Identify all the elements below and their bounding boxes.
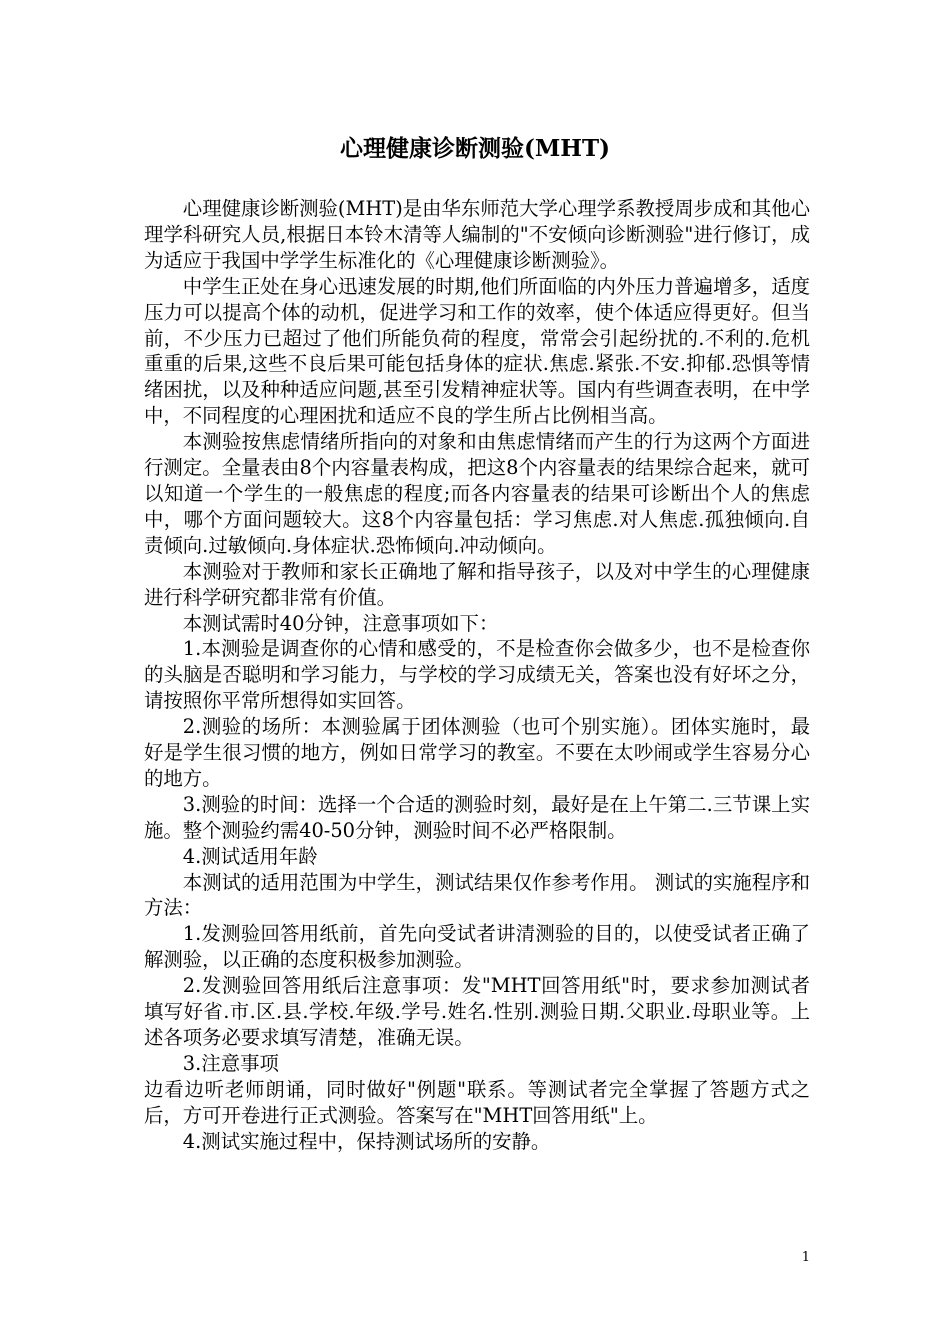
paragraph-note-3: 3.测验的时间：选择一个合适的测验时刻，最好是在上午第二.三节课上实施。整个测验约需40-50分钟，测验时间不必严格限制。 (144, 792, 810, 842)
paragraph-procedure-1: 1.发测验回答用纸前，首先向受试者讲清测验的目的，以使受试者正确了解测验，以正确的态度积极参加测验。 (144, 922, 810, 972)
paragraph-scope: 本测试的适用范围为中学生，测试结果仅作参考作用。 测试的实施程序和方法： (144, 870, 810, 920)
paragraph-background: 中学生正处在身心迅速发展的时期,他们所面临的内外压力普遍增多，适度压力可以提高个体的动机，促进学习和工作的效率，使个体适应得更好。但当前，不少压力已超过了他们所能负荷的程度，常常会引起纷扰的.不利的.危机重重的后果,这些不良后果可能包括身体的症状.焦虑.紧张.不安.抑郁.恐惧等情绪困扰，以及种种适应问题,甚至引发精神症状等。国内有些调查表明，在中学中，不同程度的心理困扰和适应不良的学生所占比例相当高。 (144, 274, 810, 428)
paragraph-scales: 本测验按焦虑情绪所指向的对象和由焦虑情绪而产生的行为这两个方面进行测定。全量表由8个内容量表构成，把这8个内容量表的结果综合起来，就可以知道一个学生的一般焦虑的程度;而各内容量表的结果可诊断出个人的焦虑中，哪个方面问题较大。这8个内容量包括：学习焦虑.对人焦虑.孤独倾向.自责倾向.过敏倾向.身体症状.恐怖倾向.冲动倾向。 (144, 430, 810, 557)
paragraph-note-1: 1.本测验是调查你的心情和感受的，不是检查你会做多少，也不是检查你的头脑是否聪明和学习能力，与学校的学习成绩无关，答案也没有好坏之分，请按照你平常所想得如实回答。 (144, 637, 810, 713)
paragraph-procedure-4: 4.测试实施过程中，保持测试场所的安静。 (182, 1129, 551, 1153)
page-number: 1 (801, 1250, 810, 1265)
paragraph-note-4: 4.测试适用年龄 (182, 844, 318, 868)
paragraph-procedure-2: 2.发测验回答用纸后注意事项：发"MHT回答用纸"时，要求参加测试者填写好省.市.区.县.学校.年级.学号.姓名.性别.测验日期.父职业.母职业等。上述各项务必要求填写清楚，准确无误。 (144, 974, 810, 1049)
paragraph-procedure-3: 3.注意事项 (182, 1051, 279, 1075)
paragraph-note-2: 2.测验的场所：本测验属于团体测验（也可个别实施）。团体实施时，最好是学生很习惯的地方，例如日常学习的教室。不要在太吵闹或学生容易分心的地方。 (144, 715, 810, 790)
document-title: 心理健康诊断测验(MHT) (339, 135, 611, 162)
paragraph-procedure-3-detail: 边看边听老师朗诵，同时做好"例题"联系。等测试者完全掌握了答题方式之后，方可开卷进行正式测验。答案写在"MHT回答用纸"上。 (144, 1077, 810, 1127)
paragraph-value: 本测验对于教师和家长正确地了解和指导孩子，以及对中学生的心理健康进行科学研究都非常有价值。 (144, 559, 810, 609)
paragraph-duration: 本测试需时40分钟，注意事项如下： (182, 611, 499, 635)
document-body (144, 196, 810, 1155)
paragraph-intro: 心理健康诊断测验(MHT)是由华东师范大学心理学系教授周步成和其他心理学科研究人员,根据日本铃木清等人编制的"不安倾向诊断测验"进行修订，成为适应于我国中学学生标准化的《心理健康诊断测验》。 (144, 197, 810, 272)
